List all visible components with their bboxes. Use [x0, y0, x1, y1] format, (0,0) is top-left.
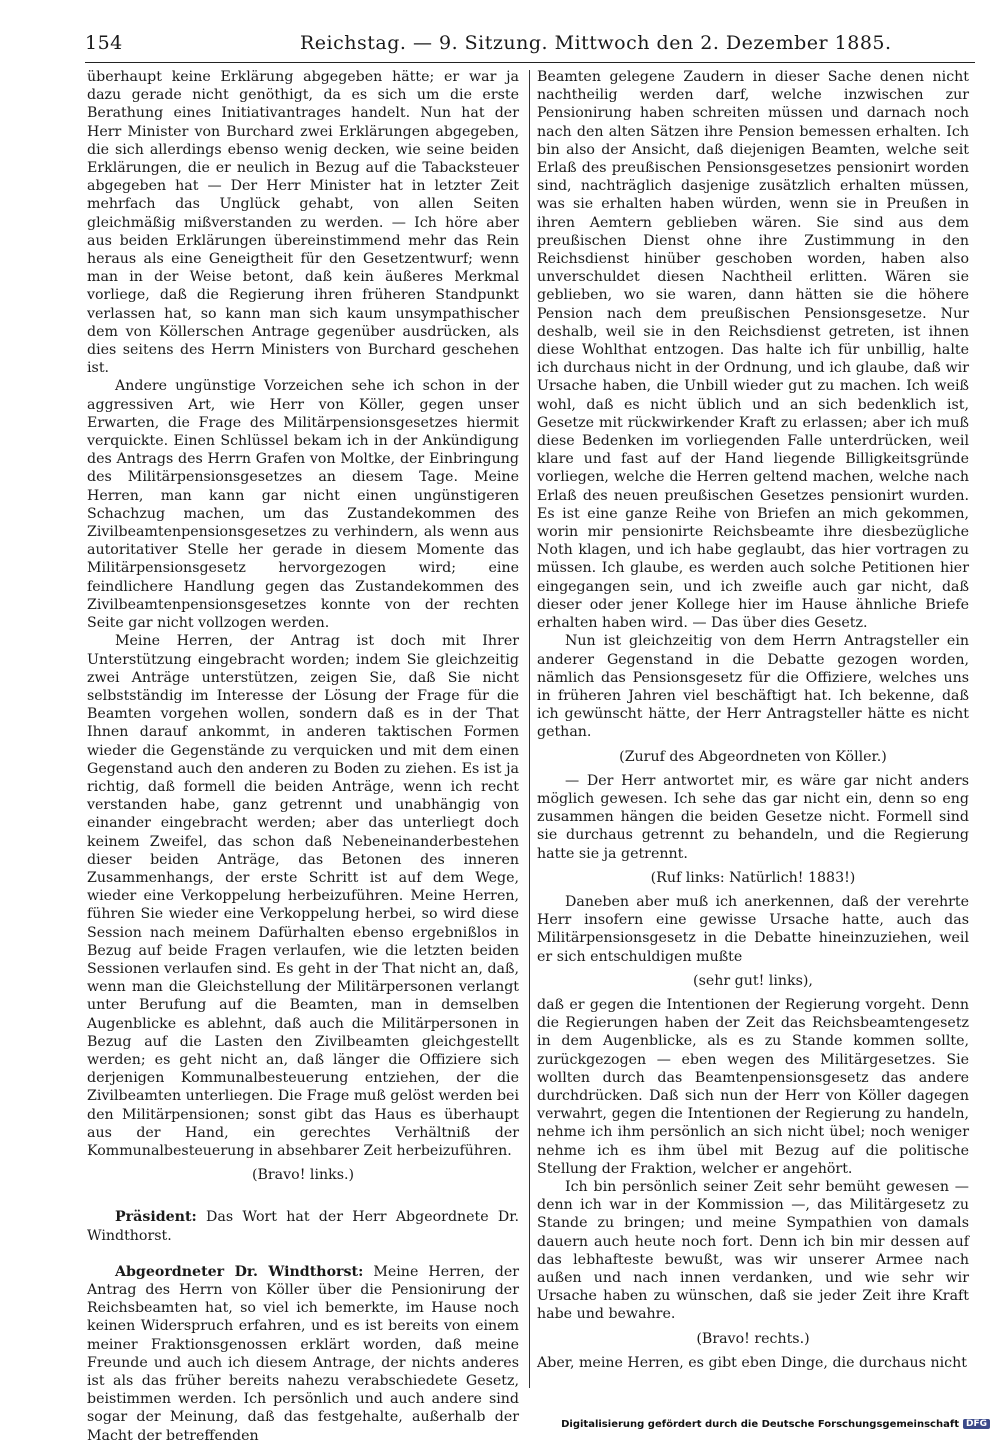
- speaker-label: Präsident:: [115, 1209, 197, 1226]
- header-rule: [85, 62, 975, 63]
- page-number: 154: [85, 32, 123, 54]
- interjection: (Bravo! rechts.): [696, 1330, 810, 1347]
- speech-opening: [87, 1263, 519, 1445]
- statement-text: Das Wort hat der Herr Abgeordnete Dr. Windthorst.: [87, 1209, 519, 1244]
- interjection: (Ruf links: Natürlich! 1883!): [650, 869, 856, 886]
- paragraph: daß er gegen die Intentionen der Regierung vorgeht. Denn die Regierungen haben der Zeit das Reichsbeamtengesetz in dem Augenblicke, als es zu Stande kommen sollte, zurückgezogen — eben wegen des Militärgesetzes. Sie wollten durch das Beamtenpensionsgesetz das andere durchdrücken. Daß sich nun der Herr von Köller dagegen verwahrt, gegen die Intentionen der Regierung zu handeln, nehme ich ihm persönlich an sich nicht übel; noch weniger nehme ich es ihm übel mit Bezug auf die politische Stellung der Fraktion, welcher er angehört.: [537, 996, 969, 1177]
- paragraph: Meine Herren, der Antrag ist doch mit Ihrer Unterstützung eingebracht worden; indem Sie gleichzeitig zwei Anträge unterstützen, zeigen Sie, daß Sie nicht selbstständig im Interesse der Lösung der Frage für die Beamten vorgehen wollen, sondern daß es in der That Ihnen darauf ankommt, in anderen taktischen Formen wieder die Gegenstände zu verquicken und mit dem einen Gegenstand auch den anderen zu Boden zu ziehen. Es ist ja richtig, daß formell die beiden Anträge, wenn ich recht verstanden habe, ganz getrennt und unabhängig von einander eingebracht werden; aber das unterliegt doch keinem Zweifel, das schon daß Nebeneinanderbestehen dieser beiden Anträge, das Betonen des inneren Zusammenhangs, der erste Schritt ist auf dem Wege, wieder eine Verkoppelung herbeizuführen. Meine Herren, führen Sie wieder eine Verkoppelung herbei, so wird diese Session nach meinem Dafürhalten ebenso ergebnißlos in Bezug auf beide Fragen verlaufen, wie die letzten beiden Sessionen verlaufen sind. Es geht in der That nicht an, daß, wenn man die Gleichstellung der Militärpersonen verlangt unter Berufung auf die Beamten, man in demselben Augenblicke es ablehnt, daß auch die Militärpersonen in Bezug auf die Lasten den Zivilbeamten gleichgestellt werden; es geht nicht an, daß länger die Offiziere sich derjenigen Kommunalbesteuerung entziehen, der die Zivilbeamten unterliegen. Die Frage muß gelöst werden bei den Militärpensionen; sonst gibt das Haus es überhaupt aus der Hand, ein gerechtes Verhältniß der Kommunalbesteuerung in absehbarer Zeit herbeizuführen.: [87, 633, 519, 1159]
- statement-text: Meine Herren, der Antrag des Herrn von Köller über die Pensionirung der Reichsbeamten hat, so viel ich bemerkte, im Hause noch keinen Widerspruch erfahren, und es ist bereits von einem meiner Fraktionsgenossen erklärt worden, daß meine Freunde und auch ich diesem Antrage, der nichts anderes ist als das früher bereits nahezu verabschiedete Gesetz, beistimmen werden. Ich persönlich und auch andere sind sogar der Meinung, daß das festgehalte, außerhalb der Macht der betreffenden: [87, 1263, 519, 1444]
- right-column: [537, 68, 969, 1372]
- dfg-logo: DFG: [963, 1419, 990, 1429]
- paragraph: Nun ist gleichzeitig von dem Herrn Antragsteller ein anderer Gegenstand in die Debatte gezogen worden, nämlich das Pensionsgesetz für die Offiziere, welches uns in früheren Jahren viel beschäftigt hat. Ich bekenne, daß ich gewünscht hätte, der Herr Antragsteller hätte es nicht gethan.: [537, 633, 969, 741]
- paragraph: Beamten gelegene Zaudern in dieser Sache denen nicht nachtheilig werden darf, welche inzwischen zur Pensionirung haben schreiten müssen und darnach noch nach den alten Sätzen ihre Pension bemessen erhalten. Ich bin also der Ansicht, daß diejenigen Beamten, welche seit Erlaß des preußischen Pensionsgesetzes pensionirt worden sind, nachträglich dasjenige zusätzlich erhalten müssen, was sie erhalten haben würden, wenn sie in Preußen in ihren Aemtern geblieben wären. Sie sind aus dem preußischen Dienst ohne ihre Zustimmung in den Reichsdienst hinüber geschoben worden, haben also unverschuldet diesen Nachtheil erlitten. Wären sie geblieben, wo sie waren, dann hätten sie die höhere Pension nach dem preußischen Pensionsgesetze. Nur deshalb, weil sie in den Reichsdienst getreten, ist ihnen diese Wohlthat entzogen. Das halte ich für unbillig, halte ich durchaus nicht in der Ordnung, und ich glaube, daß wir Ursache haben, die Unbill wieder gut zu machen. Ich weiß wohl, daß es nicht üblich und an sich bedenklich ist, Gesetze mit rückwirkender Kraft zu erlassen; aber ich muß diese Bedenken im vorliegenden Falle unterdrücken, weil klare und fast auf der Hand liegende Billigkeitsgründe vorliegen, welche die Herren geltend machen, welche nach Erlaß des neuen preußischen Gesetzes pensionirt wurden. Es ist eine ganze Reihe von Briefen an mich gekommen, worin mir pensionirte Reichsbeamte ihre diesbezügliche Noth klagen, und ich habe geglaubt, das hier vortragen zu müssen. Ich glaube, es werden auch solche Petitionen hier eingegangen sein, und ich zweifle auch gar nicht, daß dieser oder jener Kollege hier im Hause ähnliche Briefe erhalten haben wird. — Das über dies Gesetz.: [537, 69, 969, 632]
- paragraph: — Der Herr antwortet mir, es wäre gar nicht anders möglich gewesen. Ich sehe das gar nicht ein, denn so eng zusammen hängen die beiden Gesetze nicht. Formell sind sie durchaus getrennt zu behandeln, und die Regierung hatte sie ja getrennt.: [537, 772, 969, 862]
- interjection: (sehr gut! links),: [693, 972, 813, 989]
- paragraph: Ich bin persönlich seiner Zeit sehr bemüht gewesen — denn ich war in der Kommission —, das Militärgesetz zu Stande zu bringen; und meine Sympathien von damals dauern auch heute noch fort. Denn ich bin mir dessen auf das lebhafteste bewußt, was wir unserer Armee nach außen und nach innen verdanken, und wie sehr wir Ursache haben zu wünschen, daß sie jeder Zeit ihre Kraft habe und bewahre.: [537, 1178, 969, 1323]
- page-header: [85, 30, 965, 60]
- paragraph: Andere ungünstige Vorzeichen sehe ich schon in der aggressiven Art, wie Herr von Köller, gegen unser Erwarten, die Frage des Militärpensionsgesetzes hiermit verquickte. Einen Schlüssel bekam ich in der Ankündigung des Antrags des Herrn Grafen von Moltke, der Einbringung des Militärpensionsgesetzes an diesem Tage. Meine Herren, man kann gar nicht einen ungünstigeren Schachzug machen, um das Zustandekommen des Zivilbeamtenpensionsgesetzes zu verhindern, als wenn aus autoritativer Stelle her gerade in diesem Momente das Militärpensionsgesetz hervorgezogen wird; eine feindlichere Handlung gegen das Zustandekommen des Zivilbeamtenpensionsgesetzes konnte von der rechten Seite gar nicht vollzogen werden.: [87, 378, 519, 632]
- left-column: [87, 68, 519, 1445]
- column-divider: [529, 70, 530, 1388]
- paragraph: Aber, meine Herren, es gibt eben Dinge, die durchaus nicht: [537, 1354, 967, 1371]
- interjection: (Bravo! links.): [251, 1167, 355, 1184]
- interjection: (Zuruf des Abgeordneten von Köller.): [619, 748, 887, 765]
- paragraph: Daneben aber muß ich anerkennen, daß der verehrte Herr insofern eine gewisse Ursache hatte, auch das Militärpensionsgesetz in die Debatte hineinzuziehen, weil er sich entschuldigen mußte: [537, 893, 969, 965]
- digitization-credit: [561, 1418, 990, 1430]
- president-statement: [87, 1208, 519, 1244]
- speaker-label: Abgeordneter Dr. Windthorst:: [115, 1263, 364, 1280]
- credit-text: Digitalisierung gefördert durch die Deutsche Forschungsgemeinschaft: [561, 1418, 959, 1430]
- paragraph: überhaupt keine Erklärung abgegeben hätte; er war ja dazu gerade nicht genöthigt, da es sich um die erste Berathung eines Initiativantrages handelt. Nun hat der Herr Minister von Burchard zwei Erklärungen abgegeben, die sich allerdings ebenso wenig decken, wie seine beiden Erklärungen, die er neulich in Bezug auf die Tabacksteuer abgegeben hat — Der Herr Minister hat in letzter Zeit mehrfach das Unglück gehabt, von allen Seiten gleichmäßig mißverstanden zu werden. — Ich höre aber aus beiden Erklärungen übereinstimmend mehr das Rein heraus als eine Geneigtheit für den Gesetzentwurf; wenn man in der Weise betont, daß kein äußeres Merkmal vorliege, daß die Regierung ihren früheren Standpunkt verlassen hat, so kann man sich kaum unsympathischer dem von Köllerschen Antrage gegenüber ausdrücken, als dies seitens des Herrn Ministers von Burchard geschehen ist.: [87, 69, 519, 377]
- running-title: Reichstag. — 9. Sitzung. Mittwoch den 2. Dezember 1885.: [300, 32, 892, 54]
